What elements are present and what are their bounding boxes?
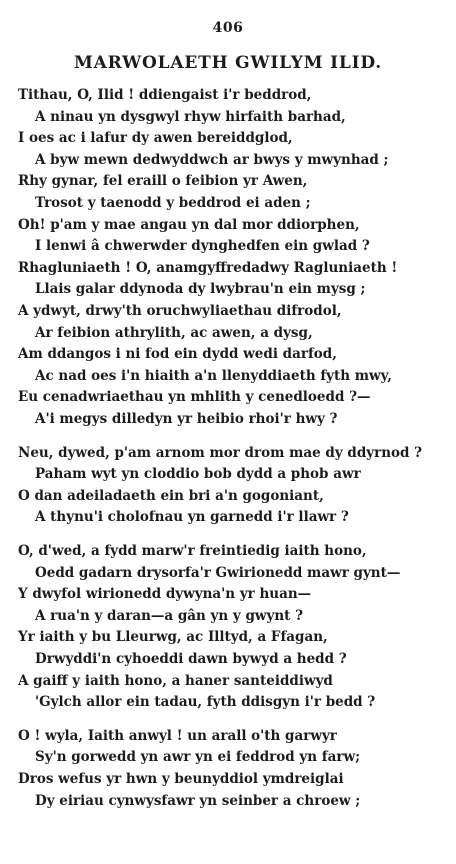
poem-title: MARWOLAETH GWILYM ILID. [73, 53, 382, 73]
poem-line: 'Gylch allor ein tadau, fyth ddisgyn i'r bedd ? [35, 694, 376, 711]
poem-line: A rua'n y daran—a gân yn y gwynt ? [35, 607, 304, 624]
poem-line: I lenwi â chwerwder dynghedfen ein gwlad ? [35, 238, 370, 255]
poem-line: O dan adeiladaeth ein bri a'n gogoniant, [18, 487, 324, 504]
poem-line: Sy'n gorwedd yn awr yn ei feddrod yn farw; [35, 749, 361, 766]
poem-line: A thynu'i cholofnau yn garnedd i'r llawr ? [35, 509, 349, 526]
poem-line: Rhagluniaeth ! O, anamgyffredadwy Ragluniaeth ! [18, 259, 398, 276]
poem-line: O ! wyla, Iaith anwyl ! un arall o'th garwyr [18, 727, 337, 744]
poem-line: Paham wyt yn cloddio bob dydd a phob awr [35, 466, 361, 483]
poem-line: A ydwyt, drwy'th oruchwyliaethau difrodol, [18, 303, 342, 319]
poem-line: Rhy gynar, fel eraill o feibion yr Awen, [18, 173, 308, 190]
poem-line: Y dwyfol wirionedd dywyna'n yr huan— [18, 586, 312, 603]
poem-line: Neu, dywed, p'am arnom mor drom mae dy ddyrnod ? [18, 444, 423, 461]
poem-line: A byw mewn dedwyddwch ar bwys y mwynhad ; [35, 151, 389, 168]
poem-line: Am ddangos i ni fod ein dydd wedi darfod, [18, 346, 337, 363]
poem-line: Trosot y taenodd y beddrod ei aden ; [35, 195, 311, 211]
poem-line: A'i megys dilledyn yr heibio rhoi'r hwy ? [35, 411, 338, 427]
poem-line: Oh! p'am y mae angau yn dal mor ddiorphen, [18, 216, 360, 233]
poem-line: Dy eiriau cynwysfawr yn seinber a chroew ; [35, 792, 361, 809]
poem-line: Tithau, O, Ilid ! ddiengaist i'r beddrod, [18, 87, 312, 103]
poem-line: Llais galar ddynoda dy lwybrau'n ein mysg ; [35, 281, 366, 298]
poem-line: Ar feibion athrylith, ac awen, a dysg, [35, 324, 313, 341]
poem-line: Ac nad oes i'n hiaith a'n llenyddiaeth fyth mwy, [35, 367, 392, 384]
poem-line: A gaiff y iaith hono, a haner santeiddiwyd [18, 672, 333, 689]
poem-line: Eu cenadwriaethau yn mhlith y cenedloedd ?— [18, 389, 371, 406]
page-number: 406 [212, 20, 244, 36]
poem-line: O, d'wed, a fydd marw'r freintiedig iaith hono, [18, 543, 367, 559]
poem-line: I oes ac i lafur dy awen bereiddglod, [18, 130, 293, 147]
poem-line: A ninau yn dysgwyl rhyw hirfaith barhad, [35, 108, 346, 125]
poem-line: Dros wefus yr hwn y beunyddiol ymdreiglai [18, 771, 344, 787]
poem-line: Yr iaith y bu Lleurwg, ac Illtyd, a Ffagan, [18, 629, 328, 646]
poem-line: Drwyddi'n cyhoeddi dawn bywyd a hedd ? [35, 651, 347, 667]
poem-line: Oedd gadarn drysorfa'r Gwirionedd mawr gynt— [35, 564, 401, 581]
